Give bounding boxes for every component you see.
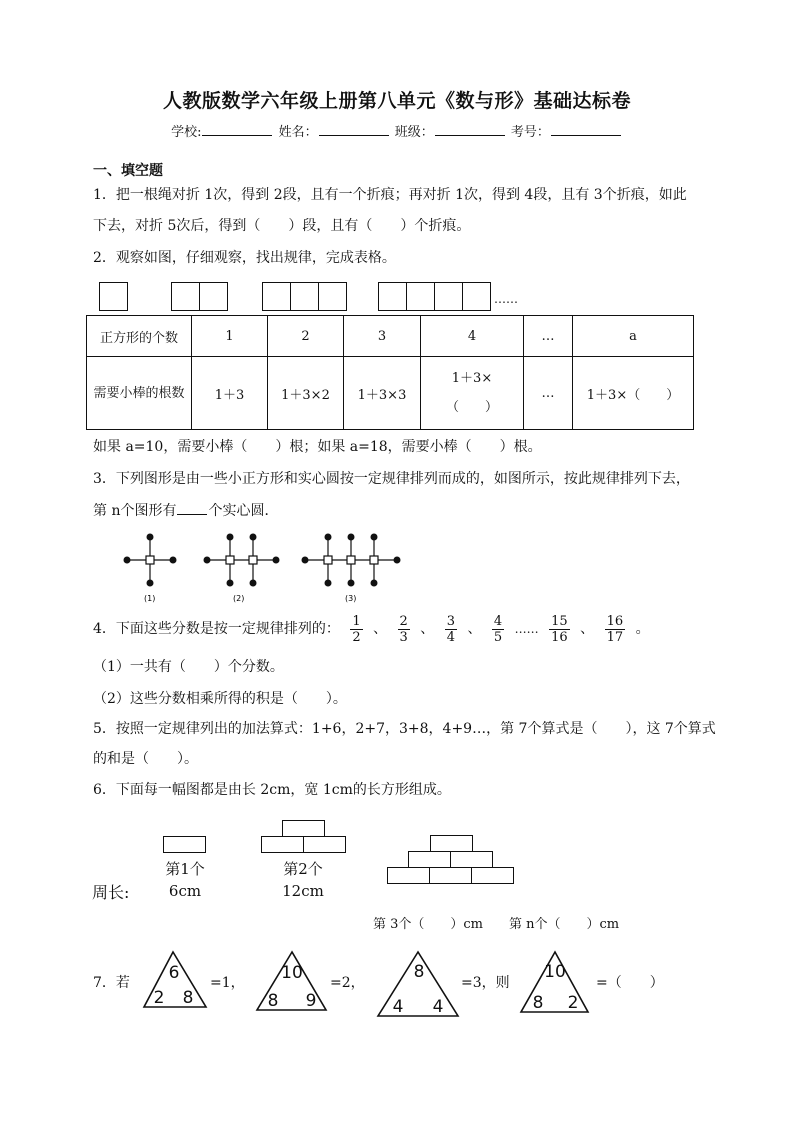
solid-dot (204, 557, 211, 564)
exam-no-label: 考号： (510, 125, 550, 140)
table-cell: 3 (344, 316, 421, 357)
solid-dot (227, 580, 234, 587)
table-cell-paren: （ ） (445, 400, 498, 415)
small-square (370, 556, 378, 564)
solid-dot (371, 580, 378, 587)
q5-line2: 的和是（ ）。 (93, 751, 198, 767)
q1-line1: 1．把一根绳对折 1次，得到 2段，且有一个折痕；再对折 1次，得到 4段，且有 3个折痕，如此 (93, 187, 687, 203)
solid-dot (170, 557, 177, 564)
tri1-right: 8 (182, 988, 194, 1008)
brick (163, 836, 206, 853)
tri2-right: 9 (305, 991, 317, 1011)
table-cell: 4 (421, 316, 524, 357)
solid-dot (371, 534, 378, 541)
tri1-top: 6 (168, 963, 180, 983)
brick (261, 836, 304, 853)
brick (450, 851, 493, 868)
q6-text: 6．下面每一幅图都是由长 2cm，宽 1cm的长方形组成。 (93, 782, 451, 798)
fraction-sep: 、 (580, 621, 595, 637)
school-blank[interactable] (202, 123, 272, 136)
tri1-left: 2 (153, 988, 165, 1008)
page-title: 人教版数学六年级上册第八单元《数与形》基础达标卷 (162, 90, 631, 112)
fraction-3-4: $\frac{3}{4}$ (446, 613, 456, 645)
table-cell-formula: 1＋3× (451, 371, 493, 386)
q3-answer-blank[interactable] (177, 500, 207, 515)
square-ellipsis: …… (494, 292, 518, 306)
square-fig3-box (290, 282, 319, 311)
table-cell: a (573, 316, 694, 357)
q2-table (86, 315, 694, 430)
solid-dot (227, 534, 234, 541)
solid-dot (325, 534, 332, 541)
square-fig4-box (434, 282, 463, 311)
brick (282, 820, 325, 837)
tri4-result[interactable]: =（ ） (596, 975, 664, 991)
q5-line1: 5．按照一定规律列出的加法算式：1+6，2+7，3+8，4+9…，第 7个算式是（ ），这 7个算式 (93, 721, 716, 737)
student-info-line (0, 121, 794, 140)
table-cell: … (524, 357, 573, 430)
exam-no-blank[interactable] (551, 123, 621, 136)
square-fig2-box (199, 282, 228, 311)
brick (303, 836, 346, 853)
q4-line (93, 612, 650, 646)
tri2-left: 8 (267, 991, 279, 1011)
solid-dot (250, 580, 257, 587)
tri2-top: 10 (281, 963, 303, 983)
fraction-sep: 、 (467, 621, 482, 637)
solid-dot (147, 580, 154, 587)
table-cell: 2 (268, 316, 344, 357)
brick (408, 851, 451, 868)
table-header-squares: 正方形的个数 (87, 316, 192, 357)
small-square (347, 556, 355, 564)
table-cell-blank[interactable] (421, 357, 524, 430)
table-cell: 1 (192, 316, 268, 357)
solid-dot (348, 580, 355, 587)
table-cell: … (524, 316, 573, 357)
small-square (324, 556, 332, 564)
square-fig1-box (99, 282, 128, 311)
small-square (146, 556, 154, 564)
fig-label-1: (1) (144, 594, 156, 603)
tri4-top: 10 (544, 962, 566, 982)
fig-label-3: (3) (345, 594, 357, 603)
brick (430, 835, 473, 852)
solid-dot (273, 557, 280, 564)
small-square (249, 556, 257, 564)
class-blank[interactable] (435, 123, 505, 136)
solid-dot (325, 580, 332, 587)
square-fig4-box (462, 282, 491, 311)
q3-line2-start: 第 n个图形有 (93, 503, 177, 519)
q3-line1: 3．下列图形是由一些小正方形和实心圆按一定规律排列而成的，如图所示，按此规律排列下去， (93, 471, 690, 487)
fraction-dots: …… (514, 622, 539, 636)
tri3-right: 4 (432, 997, 444, 1017)
fraction-sep: 、 (373, 621, 388, 637)
tri4-left: 8 (532, 993, 544, 1013)
fraction-16-17: $\frac{16}{17}$ (606, 613, 624, 645)
fraction-sep: 、 (420, 621, 435, 637)
small-square (226, 556, 234, 564)
solid-dot (348, 534, 355, 541)
class-label: 班级： (394, 125, 434, 140)
fig1-name: 第1个 (165, 860, 205, 878)
tri2-result: =2， (330, 975, 365, 991)
fig2-name: 第2个 (283, 860, 323, 878)
perimeter-label: 周长: (92, 883, 130, 902)
school-label: 学校: (171, 125, 202, 140)
q6-answer-line: 第 3个（ ）cm 第 n个（ ）cm (373, 917, 620, 932)
q2-text: 2．观察如图，仔细观察，找出规律，完成表格。 (93, 250, 396, 266)
q4-prefix: 4．下面这些分数是按一定规律排列的： (93, 621, 340, 637)
fig-label-2: (2) (233, 594, 245, 603)
fraction-2-3: $\frac{2}{3}$ (399, 613, 408, 645)
square-fig4-box (406, 282, 435, 311)
square-fig4-box (378, 282, 407, 311)
tri3-left: 4 (392, 997, 404, 1017)
table-cell: 1＋3×3 (344, 357, 421, 430)
q1-line2: 下去，对折 5次后，得到（ ）段，且有（ ）个折痕。 (93, 218, 471, 234)
fig1-perimeter: 6cm (168, 882, 202, 900)
tri3-top: 8 (413, 962, 425, 982)
fig2-perimeter: 12cm (282, 882, 324, 900)
solid-dot (394, 557, 401, 564)
table-cell: 1＋3 (192, 357, 268, 430)
tri1-result: =1， (210, 975, 245, 991)
brick (471, 867, 514, 884)
q3-line2-end: 个实心圆． (208, 503, 279, 519)
table-header-sticks: 需要小棒的根数 (87, 357, 192, 430)
fraction-4-5: $\frac{4}{5}$ (493, 613, 503, 645)
q2-after: 如果 a=10，需要小棒（ ）根；如果 a=18，需要小棒（ ）根。 (93, 439, 542, 455)
q3-line2 (93, 500, 278, 521)
section-heading: 一、填空题 (93, 163, 163, 179)
table-cell: 1＋3×2 (268, 357, 344, 430)
q7-prefix: 7．若 (93, 975, 130, 991)
q4-sub1: （1）一共有（ ）个分数。 (93, 659, 284, 675)
solid-dot (250, 534, 257, 541)
solid-dot (302, 557, 309, 564)
tri3-result: =3，则 (461, 975, 510, 991)
table-cell-blank[interactable]: 1＋3×（ ） (573, 357, 694, 430)
square-fig3-box (262, 282, 291, 311)
q4-sub2: （2）这些分数相乘所得的积是（ ）。 (93, 691, 347, 707)
dots-figures (110, 530, 410, 610)
tri4-right: 2 (567, 993, 579, 1013)
square-fig2-box (171, 282, 200, 311)
square-fig3-box (318, 282, 347, 311)
fraction-15-16: $\frac{15}{16}$ (551, 613, 568, 645)
name-label: 姓名： (278, 125, 318, 140)
brick (429, 867, 472, 884)
fraction-1-2: $\frac{1}{2}$ (352, 613, 361, 645)
name-blank[interactable] (319, 123, 389, 136)
q4-end: 。 (635, 621, 650, 637)
solid-dot (124, 557, 131, 564)
solid-dot (147, 534, 154, 541)
brick (387, 867, 430, 884)
